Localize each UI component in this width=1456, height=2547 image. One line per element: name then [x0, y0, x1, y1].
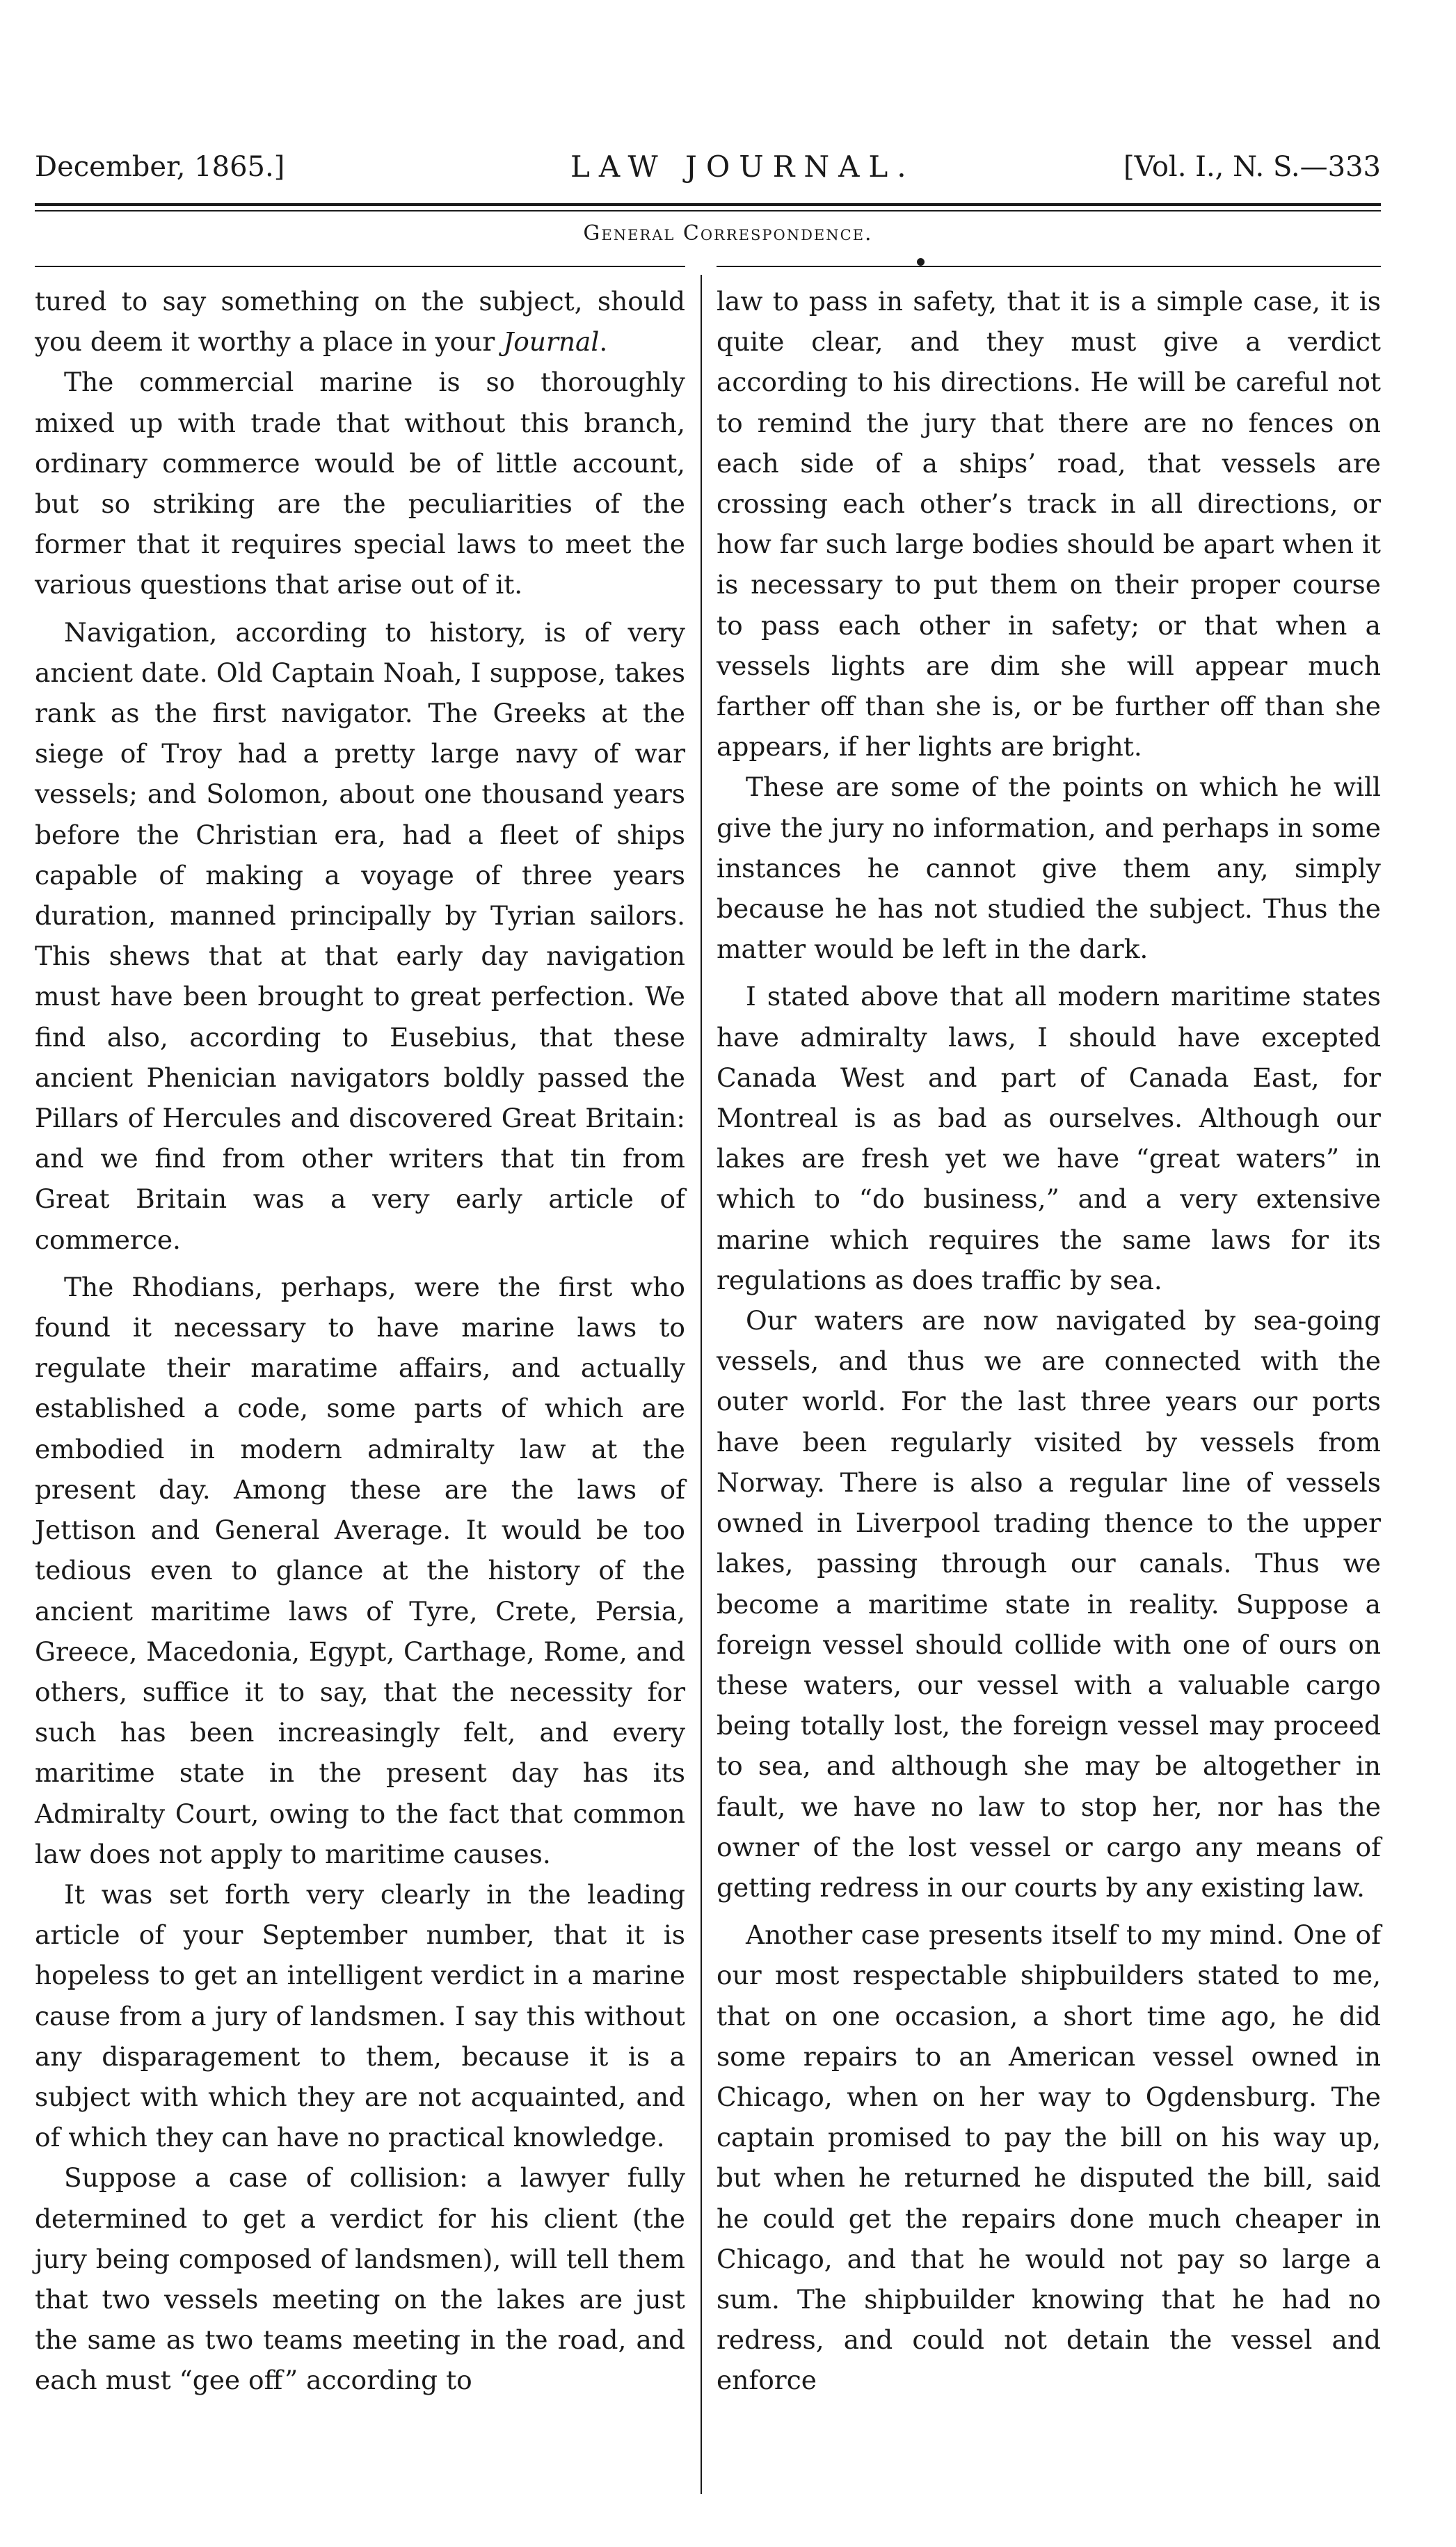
left-column — [35, 281, 685, 2401]
paragraph: Our waters are now navigated by sea-going vessels, and thus we are connected with the outer world. For the last three years our ports have been regularly visited by vessels from Norway. There is also a regular line of vessels owned in Liverpool trading thence to the upper lakes, passing through our canals. Thus we become a maritime state in reality. Suppose a foreign vessel should collide with one of ours on these waters, our vessel with a valuable cargo being totally lost, the foreign vessel may proceed to sea, and although she may be altogether in fault, we have no law to stop her, nor has the owner of the lost vessel or cargo any means of getting redress in our courts by any existing law. — [717, 1305, 1381, 1903]
paragraph: It was set forth very clearly in the leading article of your September number, that it is hopeless to get an intelligent verdict in a marine cause from a jury of landsmen. I say this without any disparagement to them, because it is a subject with which they are not acquainted, and of which they can have no practical knowledge. — [35, 1878, 685, 2153]
paragraph: Navigation, according to history, is of very ancient date. Old Captain Noah, I suppose, takes rank as the first navigator. The Greeks at the siege of Troy had a pretty large navy of war vessels; and Solomon, about one thousand years before the Christian era, had a fleet of ships capable of making a voyage of three years duration, manned principally by Tyrian sailors. This shews that at that early day navigation must have been brought to great perfection. We find also, according to Eusebius, that these ancient Phenician navigators boldly passed the Pillars of Hercules and discovered Great Britain: and we find from other writers that tin from Great Britain was a very early article of commerce. — [35, 616, 685, 1255]
header-rule-thick — [35, 203, 1381, 206]
paragraph: law to pass in safety, that it is a simple case, it is quite clear, and they must give a verdict according to his directions. He will be careful not to remind the jury that there are no fences on each side of a ships’ road, that vessels are crossing each other’s track in all directions, or how far such large bodies should be apart when it is necessary to put them on their proper course to pass each other in safety; or that when a vessels lights are dim she will appear much farther off than she is, or be further off than she appears, if her lights are bright. — [717, 286, 1382, 762]
paragraph: Another case presents itself to my mind. One of our most respectable shipbuilders stated to me, that on one occasion, a short time ago, he did some repairs to an American vessel owned in Chicago, when on her way to Ogdensburg. The captain promised to pay the bill on his way up, but when he returned he disputed the bill, said he could get the repairs done much cheaper in Chicago, and that he would not pay so large a sum. The shipbuilder knowing that he had no redress, and could not detain the vessel and enforce — [717, 1919, 1381, 2396]
rule-bullet-ornament — [917, 258, 925, 266]
paragraph: I stated above that all modern maritime states have admiralty laws, I should have excepted Canada West and part of Canada East, for Montreal is as bad as ourselves. Although our lakes are fresh yet we have “great waters” in which to “do business,” and a very extensive marine which requires the same laws for its regulations as does traffic by sea. — [717, 981, 1381, 1295]
column-divider — [701, 275, 702, 2494]
header-rule-thin — [35, 210, 1381, 211]
paragraph: Suppose a case of collision: a lawyer fully determined to get a verdict for his client (the jury being composed of landsmen), will tell them that two vessels meeting on the lakes are just the same as two teams meeting in the road, and each must “gee off” according to — [35, 2162, 685, 2396]
issue-date: December, 1865.] — [35, 151, 285, 183]
paragraph: The Rhodians, perhaps, were the first who found it necessary to have marine laws to regulate their maratime affairs, and actually established a code, some parts of which are embodied in modern admiralty law at the present day. Among these are the laws of Jettison and General Average. It would be too tedious even to glance at the history of the ancient maritime laws of Tyre, Crete, Persia, Greece, Macedonia, Egypt, Carthage, Rome, and others, suffice it to say, that the necessity for such has been increasingly felt, and every maritime state in the present day has its Admiralty Court, owing to the fact that common law does not apply to maritime causes. — [35, 1271, 685, 1869]
paragraph: The commercial marine is so thoroughly mixed up with trade that without this branch, ordinary commerce would be of little account, but so striking are the peculiarities of the former that it requires special laws to meet the various questions that arise out of it. — [35, 367, 685, 600]
right-column — [717, 281, 1381, 2401]
journal-name-italic: Journal — [503, 326, 600, 358]
section-rule-right — [717, 266, 1381, 267]
paragraph: These are some of the points on which he will give the jury no information, and perhaps in some instances he cannot give them any, simply because he has not studied the subject. Thus the matter would be left in the dark. — [717, 772, 1381, 965]
volume-page-number: [Vol. I., N. S.—333 — [1123, 151, 1381, 183]
section-title: General Correspondence. — [583, 221, 873, 246]
journal-title: LAW JOURNAL. — [570, 150, 915, 184]
section-rule-left — [35, 266, 685, 267]
running-header — [35, 146, 1381, 195]
paragraph: tured to say something on the subject, should you deem it worthy a place in your Journal. — [35, 286, 685, 358]
